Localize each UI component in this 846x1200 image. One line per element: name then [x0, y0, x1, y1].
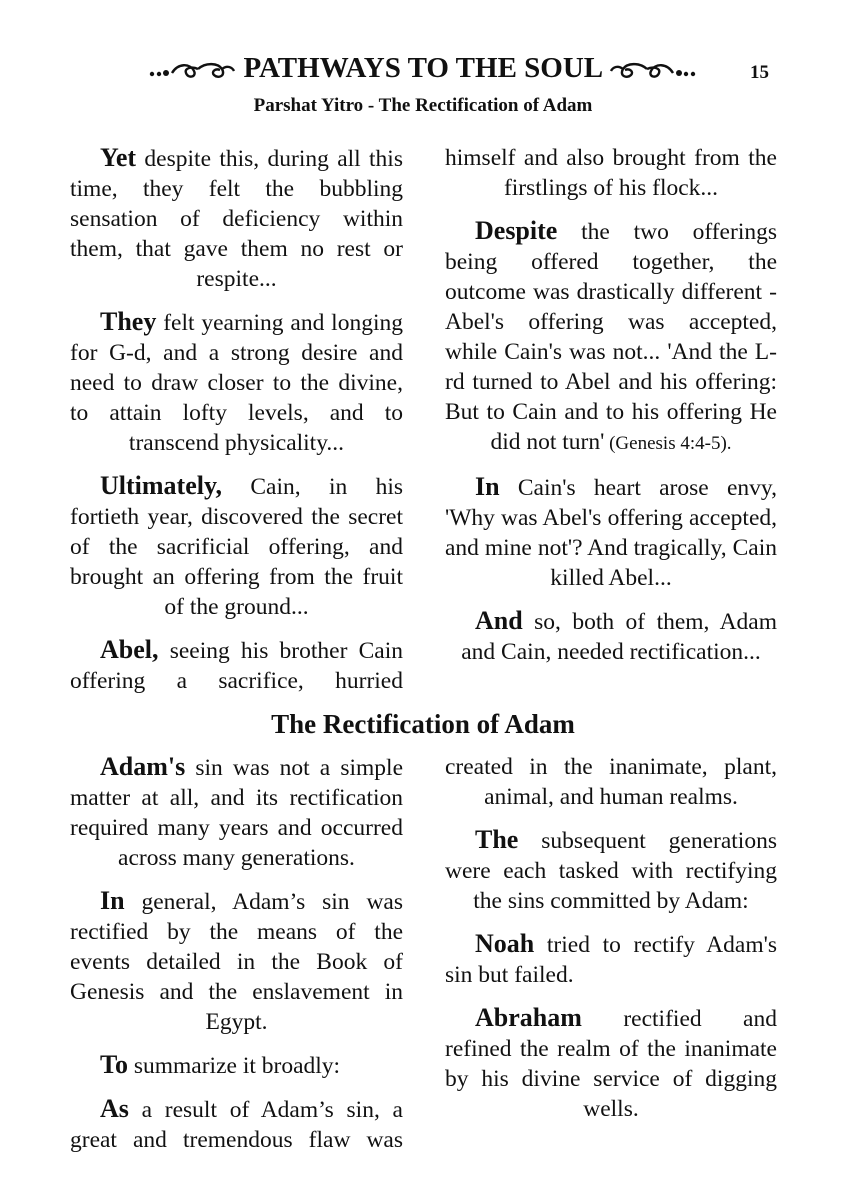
section-heading: The Rectification of Adam: [271, 709, 575, 739]
paragraph-text: general, Adam’s sin was rectified by the means of the events detailed in the Book of Genesis and the enslavement in Egypt.: [70, 889, 403, 1035]
paragraph-text: Cain, in his fortieth year, discovered the secret of the sacrificial offering, and brought an offering from the fruit of the ground...: [70, 474, 403, 620]
paragraph-continuation: himself and also brought from the firstlings of his flock...: [445, 145, 777, 201]
lead-word: And: [475, 606, 523, 635]
text-column-3: [70, 752, 403, 1168]
paragraph: [70, 307, 403, 458]
paragraph-text: sin was not a simple matter at all, and its rectification required many years and occurred across many generations.: [70, 755, 403, 871]
paragraph-text: Cain's heart arose envy, 'Why was Abel's offering accepted, and mine not'? And tragically, Cain killed Abel...: [445, 475, 777, 591]
running-title: [130, 50, 715, 86]
lead-word: Adam's: [100, 752, 186, 781]
lead-word: Despite: [475, 216, 558, 245]
paragraph-text: felt yearning and longing for G-d, and a strong desire and need to draw closer to the divine, to attain lofty levels, and to transcend physicality...: [70, 310, 403, 456]
paragraph: [70, 752, 403, 873]
paragraph: [70, 1094, 403, 1155]
paragraph: [70, 143, 403, 294]
page-subtitle: Parshat Yitro - The Rectification of Adam: [253, 95, 593, 116]
paragraph: [70, 471, 403, 622]
lead-word: They: [100, 307, 157, 336]
paragraph: [70, 1050, 403, 1081]
paragraph: [445, 606, 777, 667]
paragraph-text: a result of Adam’s sin, a great and tremendous flaw was: [70, 1097, 403, 1153]
paragraph-continuation: created in the inanimate, plant, animal, and human realms.: [445, 754, 777, 810]
paragraph: [70, 635, 403, 696]
citation: (Genesis 4:4-5).: [604, 433, 732, 454]
lead-word: Abraham: [475, 1003, 582, 1032]
running-title-text: PATHWAYS TO THE SOUL: [243, 52, 602, 84]
paragraph-text: seeing his brother Cain offering a sacrifice, hurried: [70, 638, 403, 694]
paragraph-text: tried to rectify Adam's sin but failed.: [445, 932, 777, 988]
lead-word: Ultimately,: [100, 471, 223, 500]
lead-word: Abel,: [100, 635, 159, 664]
lead-word: In: [475, 472, 500, 501]
scroll-flourish-icon: [148, 59, 236, 81]
lead-word: In: [100, 886, 125, 915]
text-column-4: [445, 752, 777, 1137]
paragraph-text: subsequent generations were each tasked with rectifying the sins committed by Adam:: [445, 828, 777, 914]
paragraph-text: despite this, during all this time, they felt the bubbling sensation of deficiency within them, that gave them no rest or respite...: [70, 146, 403, 292]
paragraph: [445, 825, 777, 916]
text-column-2: [445, 143, 777, 680]
lead-word: As: [100, 1094, 129, 1123]
lead-word: The: [475, 825, 519, 854]
paragraph-text: so, both of them, Adam and Cain, needed rectification...: [461, 609, 777, 665]
lead-word: To: [100, 1050, 128, 1079]
lead-word: Noah: [475, 929, 535, 958]
paragraph: [445, 1003, 777, 1124]
paragraph: [70, 886, 403, 1037]
paragraph-text: rectified and refined the realm of the inanimate by his divine service of digging wells.: [445, 1006, 777, 1122]
page-number: 15: [750, 62, 769, 83]
paragraph-text: summarize it broadly:: [127, 1053, 341, 1079]
page-header: [0, 50, 846, 90]
text-column-1: [70, 143, 403, 709]
scroll-flourish-icon: [609, 59, 697, 81]
paragraph: [445, 472, 777, 593]
paragraph-text: the two offerings being offered together, the outcome was drastically different - Abel's offering was accepted, while Cain's was not... 'And the L-rd turned to Abel and his offering: But to Cain and to his offering He did not turn': [445, 219, 777, 455]
paragraph: [445, 929, 777, 990]
paragraph: [445, 216, 777, 459]
lead-word: Yet: [100, 143, 137, 172]
